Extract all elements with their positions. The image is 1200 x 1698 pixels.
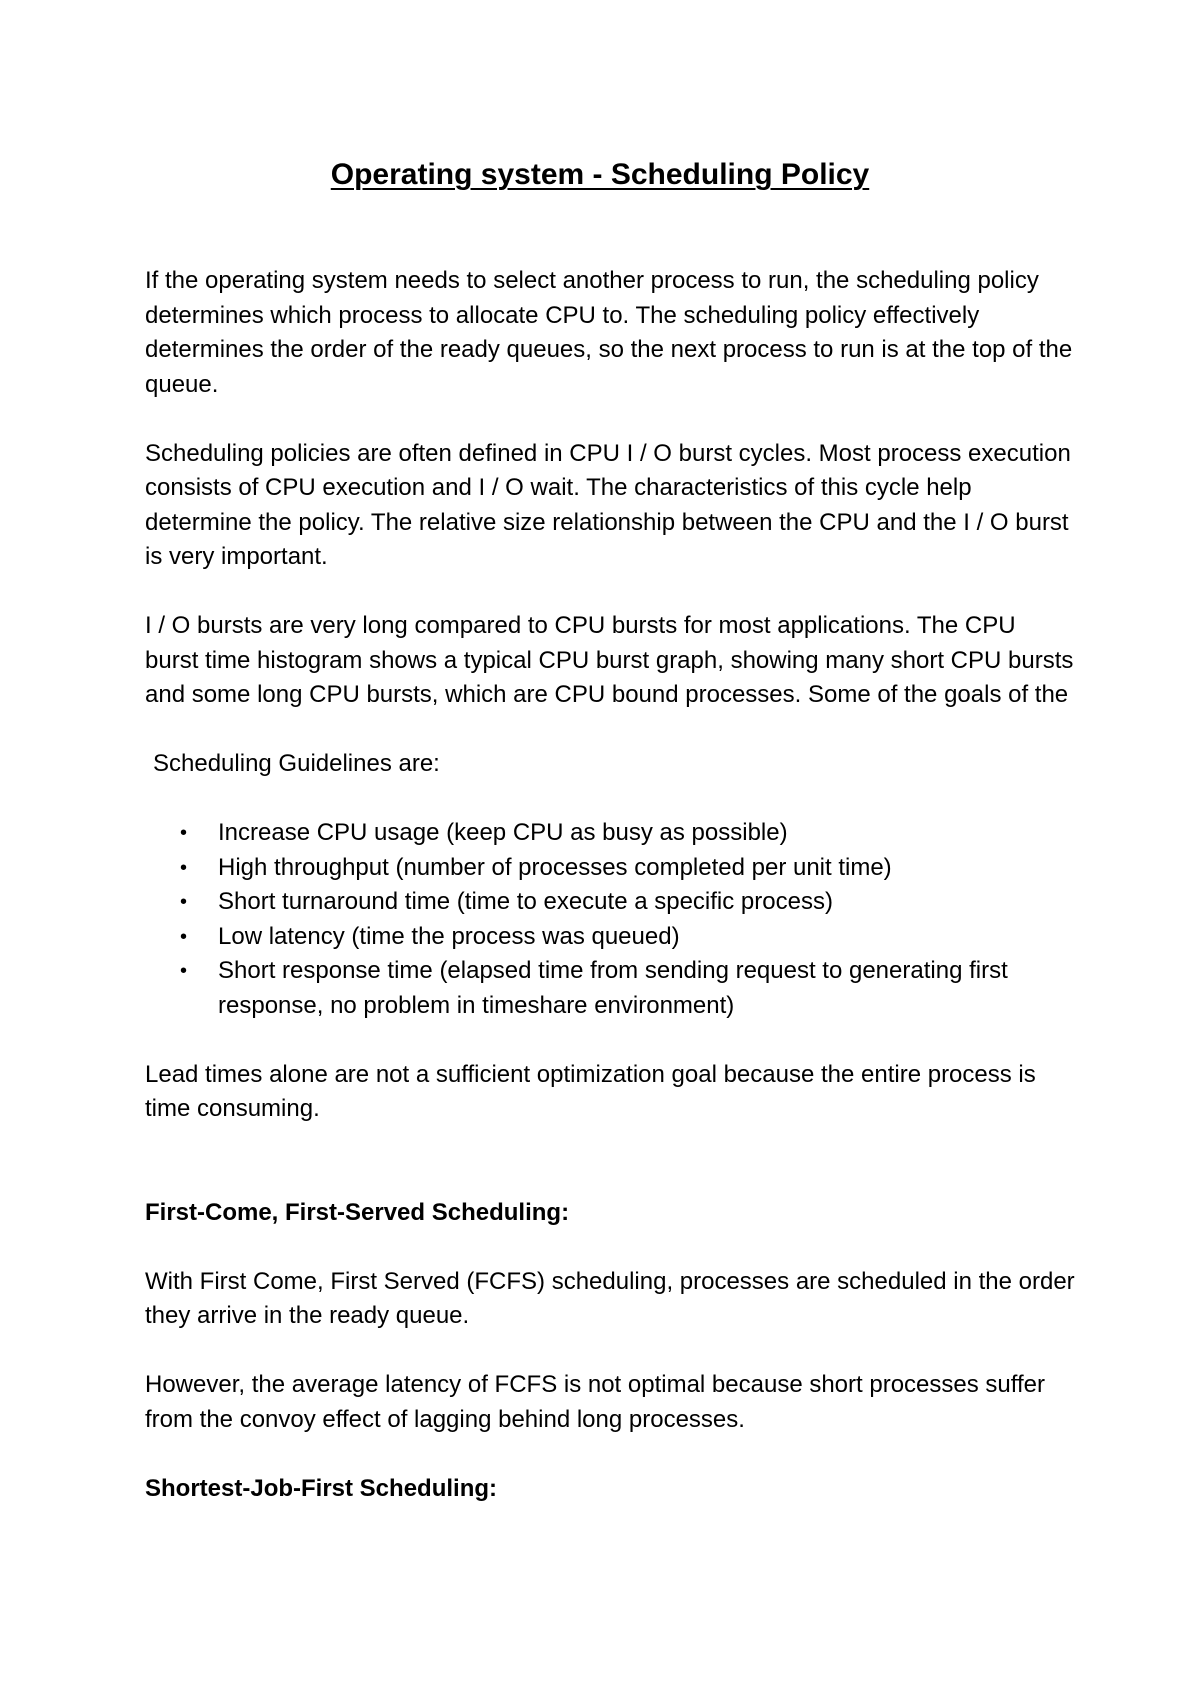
list-item-text: Increase CPU usage (keep CPU as busy as possible) — [218, 819, 788, 846]
heading-sjf: Shortest-Job-First Scheduling: — [145, 1474, 498, 1502]
list-item — [180, 885, 1075, 920]
document-body — [145, 264, 1075, 1541]
page-title: Operating system - Scheduling Policy — [330, 158, 870, 191]
goals-list — [145, 816, 1075, 1023]
paragraph-fcfs-latency: However, the average latency of FCFS is not optimal because short processes suffer from the convoy effect of lagging behind long processes. — [145, 1371, 1045, 1433]
paragraph-burst-cycles: Scheduling policies are often defined in CPU I / O burst cycles. Most process execution consists of CPU execution and I / O wait. The characteristics of this cycle help determine the policy. The relative size relationship between the CPU and the I / O burst is very important. — [145, 439, 1071, 570]
list-item-text: High throughput (number of processes completed per unit time) — [218, 853, 892, 881]
bullet-icon: • — [180, 822, 188, 844]
heading-fcfs: First-Come, First-Served Scheduling: — [145, 1198, 570, 1226]
list-item — [180, 920, 1075, 955]
paragraph-scheduling-policy-intro: If the operating system needs to select another process to run, the scheduling policy determines which process to allocate CPU to. The scheduling policy effectively determines the order of the ready queues, so the next process to run is at the top of the queue. — [145, 267, 1073, 398]
bullet-icon: • — [180, 891, 188, 913]
list-item-text: Low latency (time the process was queued) — [218, 922, 680, 950]
paragraph-fcfs-description: With First Come, First Served (FCFS) scheduling, processes are scheduled in the order they arrive in the ready queue. — [145, 1267, 1075, 1329]
bullet-icon: • — [180, 856, 188, 879]
bullet-icon: • — [180, 960, 188, 982]
list-item-text: Short turnaround time (time to execute a specific process) — [218, 888, 833, 915]
paragraph-lead-times: Lead times alone are not a sufficient optimization goal because the entire process is time consuming. — [145, 1060, 1036, 1122]
paragraph-guidelines-intro: Scheduling Guidelines are: — [153, 750, 440, 777]
paragraph-io-bursts: I / O bursts are very long compared to CPU bursts for most applications. The CPU burst time histogram shows a typical CPU burst graph, showing many short CPU bursts and some long CPU bursts, which are CPU bound processes. Some of the goals of the — [145, 612, 1074, 708]
bullet-icon: • — [180, 925, 188, 948]
spacer — [145, 1161, 1075, 1196]
list-item-text: Short response time (elapsed time from sending request to generating first response, no problem in timeshare environment) — [218, 957, 1008, 1019]
list-item — [180, 851, 1075, 886]
list-item — [180, 954, 1075, 1023]
list-item — [180, 816, 1075, 851]
